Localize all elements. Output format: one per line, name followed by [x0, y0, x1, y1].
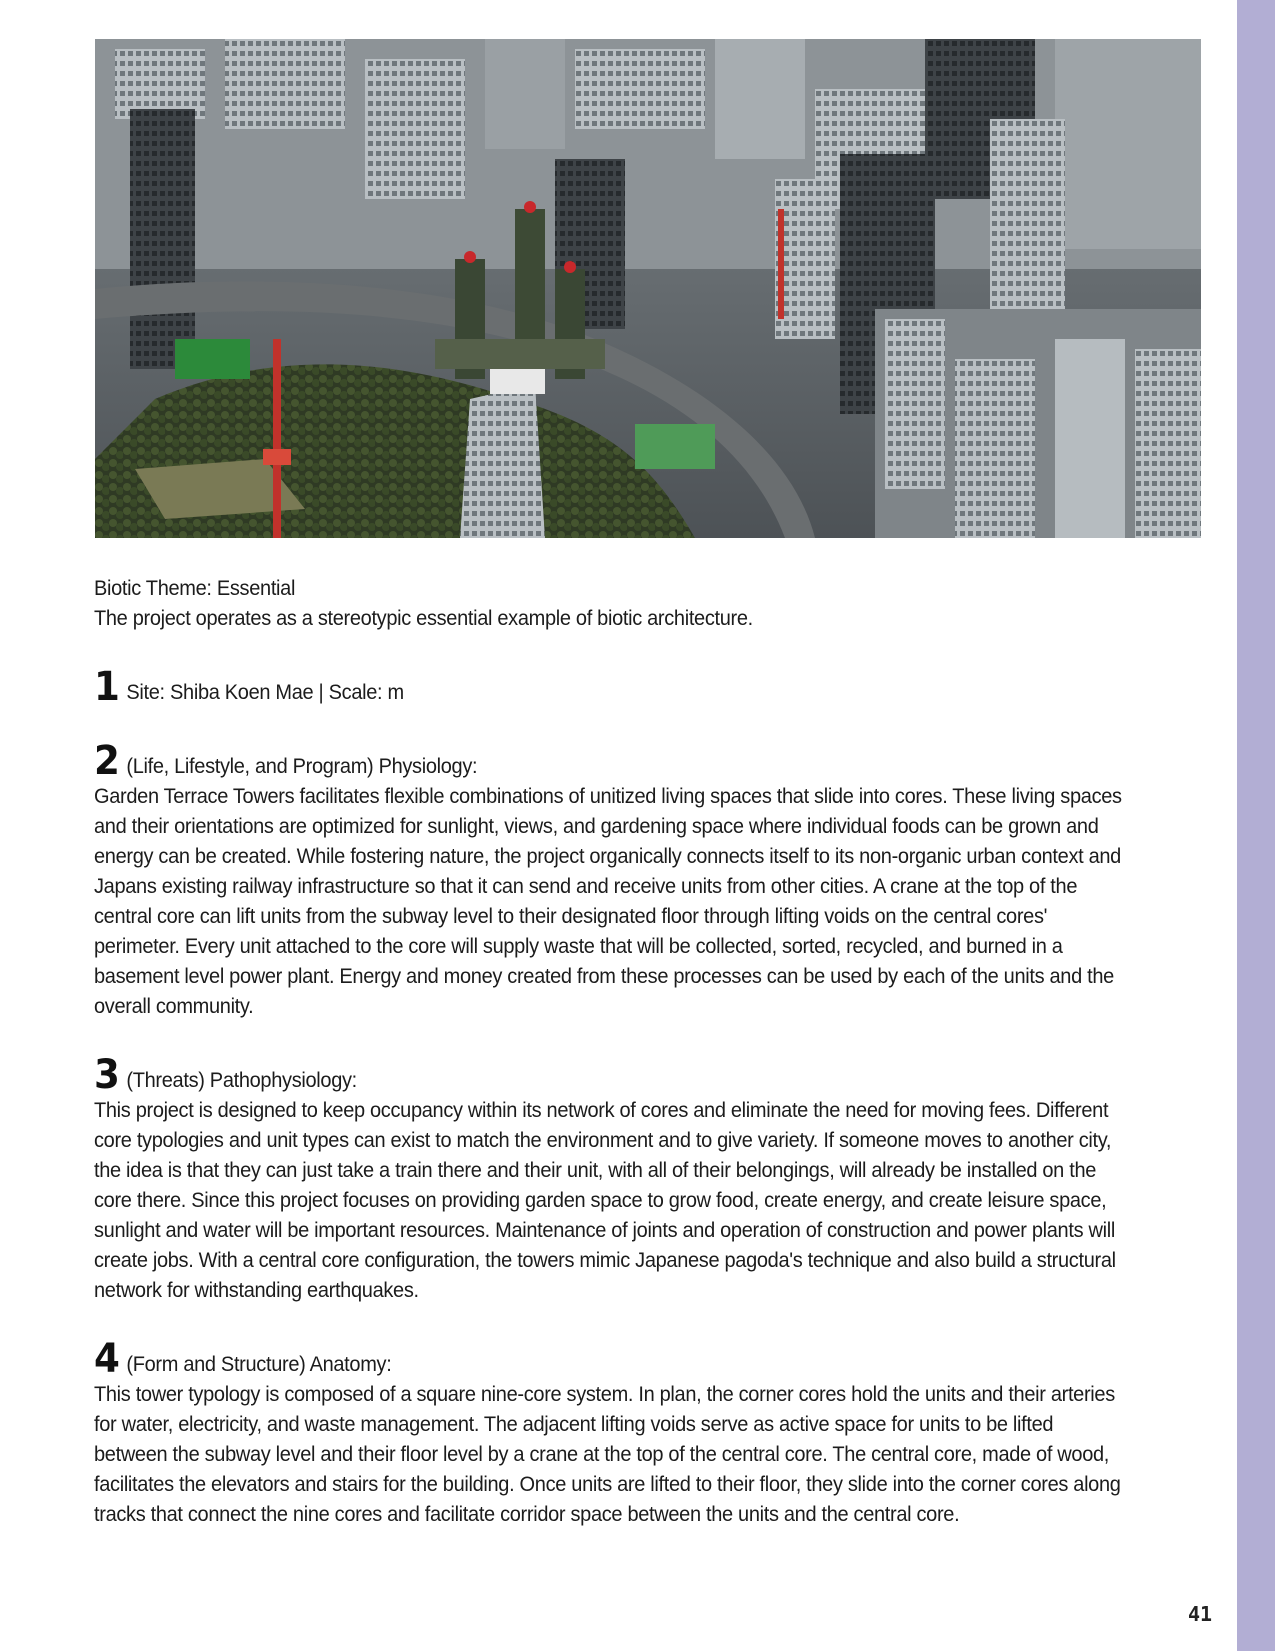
section-heading-text: (Life, Lifestyle, and Program) Physiology:	[126, 754, 478, 778]
aerial-city-illustration	[95, 39, 1201, 538]
section-body: Garden Terrace Towers facilitates flexible combinations of unitized living spaces that slide into cores. These living spaces and their orientations are optimized for sunlight, views, and gardening space where individual foods can be grown and energy can be created. While fostering nature, the project organically connects itself to its non-organic urban context and Japans existing railway infrastructure so that it can send and receive units from other cities. A crane at the top of the central core can lift units from the subway level to their designated floor through lifting voids on the central cores' perimeter. Every unit attached to the core will supply waste that will be collected, sorted, recycled, and burned in a basement level power plant. Energy and money created from these processes can be used by each of the units and the overall community.	[94, 784, 1122, 1018]
theme-title: Biotic Theme: Essential	[94, 576, 296, 600]
section-heading-text: Site: Shiba Koen Mae | Scale: m	[126, 680, 404, 704]
side-accent-band	[1237, 0, 1275, 1651]
section-heading-text: (Threats) Pathophysiology:	[126, 1068, 357, 1092]
section-number: 3	[94, 1052, 119, 1098]
section-anatomy	[94, 1336, 1126, 1529]
section-heading-text: (Form and Structure) Anatomy:	[126, 1352, 392, 1376]
page-number: 41	[1188, 1602, 1213, 1626]
section-number: 4	[94, 1336, 119, 1382]
section-number: 2	[94, 738, 119, 784]
section-heading	[94, 1052, 1126, 1098]
section-body: This tower typology is composed of a square nine-core system. In plan, the corner cores hold the units and their arteries for water, electricity, and waste management. The adjacent lifting voids serve as active space for units to be lifted between the subway level and their floor level by a crane at the top of the central core. The central core, made of wood, facilitates the elevators and stairs for the building. Once units are lifted to their floor, they slide into the corner cores along tracks that connect the nine cores and facilitate corridor space between the units and the central core.	[94, 1382, 1121, 1526]
document-body	[94, 573, 1126, 1529]
section-heading	[94, 1336, 1126, 1382]
section-heading	[94, 664, 1126, 710]
aerial-city-render-image	[95, 39, 1201, 538]
section-number: 1	[94, 664, 119, 710]
section-site	[94, 664, 1126, 710]
section-body: This project is designed to keep occupancy within its network of cores and eliminate the need for moving fees. Different core typologies and unit types can exist to match the environment and to give variety. If someone moves to another city, the idea is that they can just take a train there and their unit, with all of their belongings, will already be installed on the core there. Since this project focuses on providing garden space to grow food, create energy, and create leisure space, sunlight and water will be important resources. Maintenance of joints and operation of construction and power plants will create jobs. With a central core configuration, the towers mimic Japanese pagoda's technique and also build a structural network for withstanding earthquakes.	[94, 1098, 1116, 1302]
section-physiology	[94, 738, 1126, 1021]
theme-block	[94, 573, 1126, 633]
section-heading	[94, 738, 1126, 784]
section-pathophysiology	[94, 1052, 1126, 1305]
theme-text: The project operates as a stereotypic essential example of biotic architecture.	[94, 606, 753, 630]
